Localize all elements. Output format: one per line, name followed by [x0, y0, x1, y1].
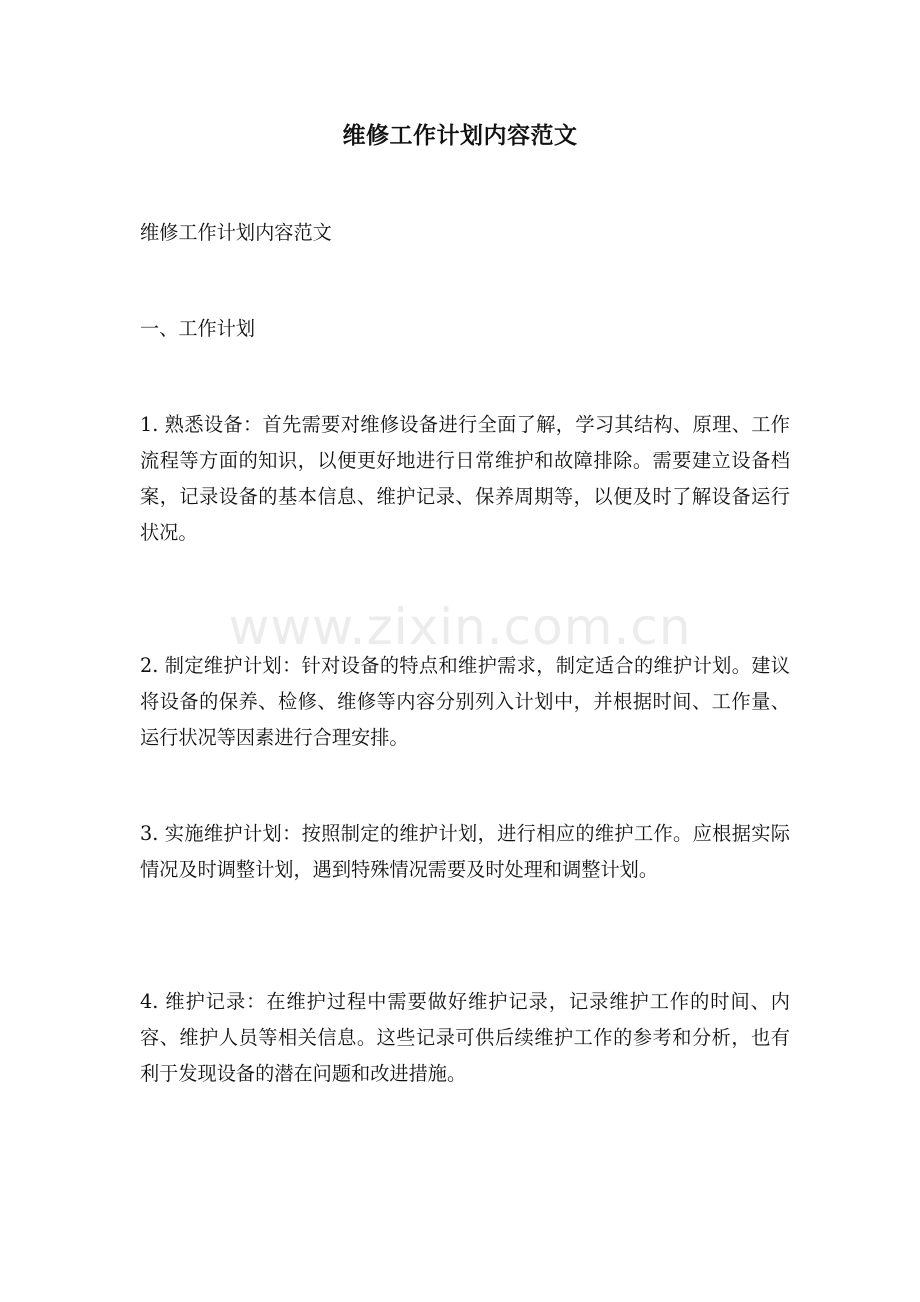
- plan-item-4: 4. 维护记录：在维护过程中需要做好维护记录，记录维护工作的时间、内容、维护人员等相关信息。这些记录可供后续维护工作的参考和分析，也有利于发现设备的潜在问题和改进措施。: [140, 990, 790, 1085]
- watermark: www.zixin.com.cn: [228, 598, 692, 656]
- document-subtitle: 维修工作计划内容范文: [140, 221, 332, 244]
- section-heading: 一、工作计划: [140, 317, 256, 340]
- document-title: 维修工作计划内容范文: [342, 122, 578, 149]
- plan-item-3: 3. 实施维护计划：按照制定的维护计划，进行相应的维护工作。应根据实际情况及时调整计划，遇到特殊情况需要及时处理和调整计划。: [140, 822, 790, 881]
- plan-item-2: 2. 制定维护计划：针对设备的特点和维护需求，制定适合的维护计划。建议将设备的保养、检修、维修等内容分别列入计划中，并根据时间、工作量、运行状况等因素进行合理安排。: [140, 654, 790, 749]
- plan-item-1: 1. 熟悉设备：首先需要对维修设备进行全面了解，学习其结构、原理、工作流程等方面的知识，以便更好地进行日常维护和故障排除。需要建立设备档案，记录设备的基本信息、维护记录、保养周期等，以便及时了解设备运行状况。: [140, 413, 790, 544]
